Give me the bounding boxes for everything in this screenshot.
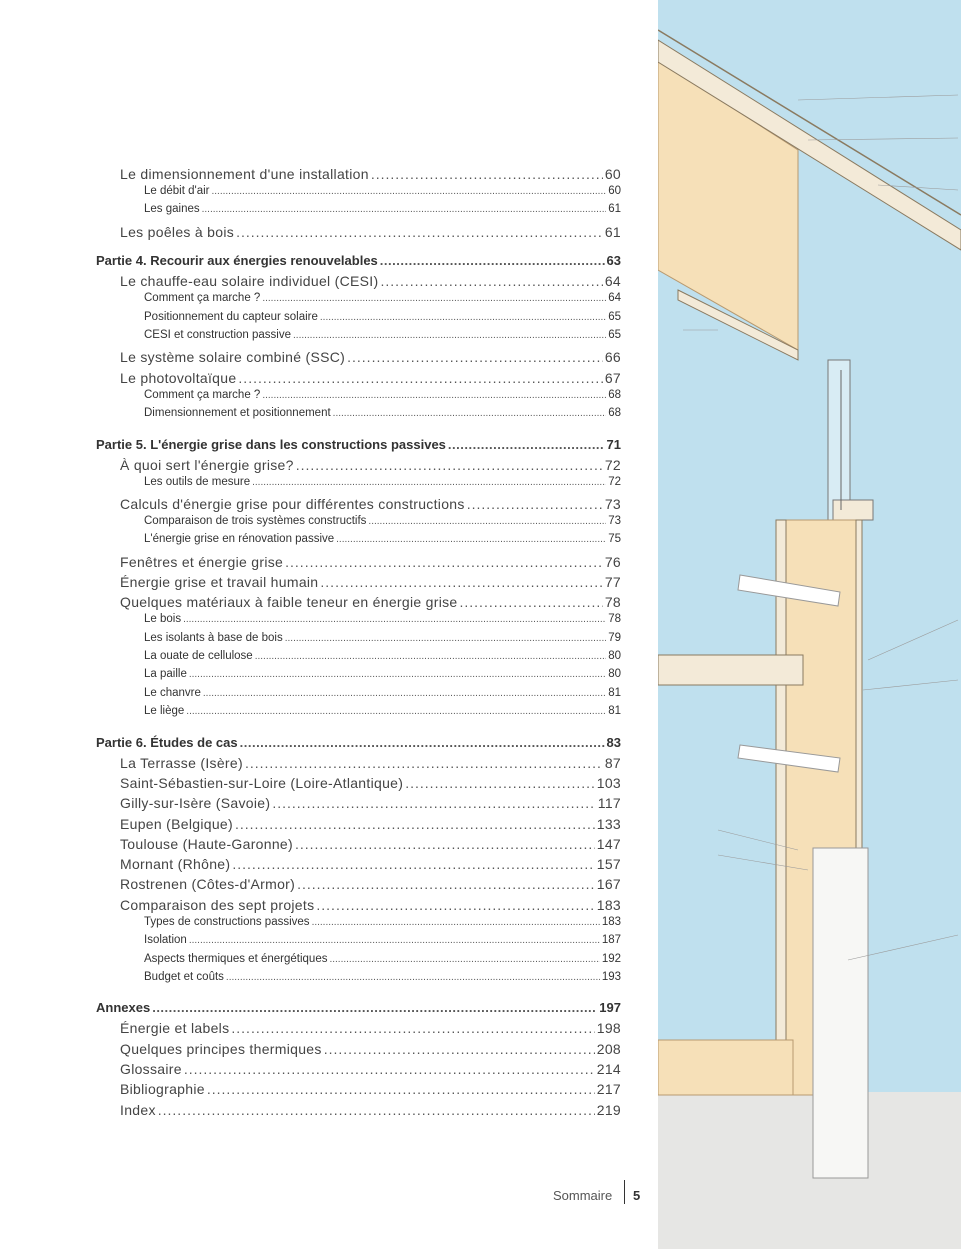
toc-entry-page: 75 [608, 533, 621, 546]
toc-entry-label: CESI et construction passive [144, 329, 292, 341]
toc-leader-dots [467, 496, 603, 512]
toc-leader-dots [297, 876, 595, 892]
toc-chapter-entry[interactable] [120, 816, 621, 832]
toc-entry-page: 81 [608, 686, 621, 699]
toc-leader-dots [236, 224, 603, 240]
toc-entry-label: La paille [144, 668, 187, 681]
toc-entry-label: Calculs d'énergie grise pour différentes constructions [120, 495, 465, 512]
toc-leader-dots [183, 614, 606, 625]
toc-entry-label: Le liège [144, 705, 185, 718]
wall-stud-inner [776, 520, 786, 1095]
toc-chapter-entry[interactable] [120, 457, 621, 473]
toc-entry-label: Le dimensionnement d'une installation [120, 166, 369, 182]
toc-entry-page: 193 [601, 970, 621, 983]
toc-entry-label: Gilly-sur-Isère (Savoie) [120, 795, 271, 812]
toc-entry-page: 167 [596, 876, 621, 893]
toc-leader-dots [293, 330, 606, 341]
toc-entry-page: 147 [596, 835, 621, 852]
toc-entry-page: 217 [596, 1081, 621, 1098]
toc-chapter-entry[interactable] [120, 273, 621, 289]
toc-leader-dots [329, 954, 599, 965]
toc-entry-page: 76 [604, 553, 621, 570]
toc-leader-dots [240, 735, 605, 750]
toc-entry-label: L'énergie grise en rénovation passive [144, 533, 335, 546]
toc-entry-page: 79 [608, 631, 621, 644]
toc-leader-dots [262, 293, 606, 304]
toc-entry-page: 72 [608, 475, 621, 488]
toc-entry-label: Budget et coûts [144, 970, 224, 983]
ground-area [658, 1092, 961, 1249]
wall-section-illustration [658, 0, 961, 1249]
toc-entry-label: Partie 4. Recourir aux énergies renouvelables [96, 253, 378, 269]
toc-entry-page: 78 [604, 594, 621, 611]
toc-entry-page: 61 [604, 223, 621, 240]
toc-chapter-entry[interactable] [120, 1020, 621, 1036]
toc-entry-page: 117 [597, 795, 621, 812]
toc-entry-page: 68 [608, 407, 621, 419]
toc-entry-label: Annexes [96, 1000, 151, 1016]
foundation-plinth [813, 848, 868, 1178]
toc-leader-dots [232, 856, 594, 872]
toc-leader-dots [333, 408, 607, 419]
toc-entry-page: 157 [596, 856, 621, 873]
toc-section-entry[interactable] [144, 650, 621, 662]
toc-leader-dots [320, 312, 606, 323]
toc-entry-label: Toulouse (Haute-Garonne) [120, 835, 293, 852]
toc-entry-label: Dimensionnement et positionnement [144, 407, 331, 419]
toc-leader-dots [252, 477, 606, 488]
toc-leader-dots [368, 516, 606, 527]
toc-entry-page: 72 [604, 456, 621, 473]
toc-leader-dots [226, 972, 600, 983]
toc-entry-page: 187 [601, 934, 621, 947]
toc-section-entry[interactable] [144, 687, 621, 699]
toc-entry-label: Les outils de mesure [144, 475, 251, 488]
toc-entry-label: Le débit d'air [144, 185, 210, 197]
toc-entry-page: 183 [601, 915, 621, 928]
toc-leader-dots [380, 273, 602, 289]
toc-leader-dots [186, 706, 606, 717]
toc-leader-dots [235, 816, 595, 832]
toc-part-heading[interactable] [96, 437, 621, 452]
toc-leader-dots [285, 633, 606, 644]
toc-chapter-entry[interactable] [120, 554, 621, 570]
toc-entry-page: 83 [606, 734, 621, 750]
toc-entry-page: 66 [604, 349, 621, 366]
toc-leader-dots [255, 651, 607, 662]
toc-entry-page: 60 [608, 185, 621, 197]
toc-entry-page: 64 [608, 292, 621, 305]
toc-leader-dots [312, 917, 600, 928]
toc-leader-dots [158, 1102, 595, 1118]
toc-section-entry[interactable] [144, 632, 621, 644]
toc-chapter-entry[interactable] [120, 349, 621, 365]
toc-chapter-entry[interactable] [120, 1102, 621, 1118]
toc-entry-page: 80 [608, 668, 621, 681]
toc-section-entry[interactable] [144, 515, 621, 527]
toc-entry-page: 60 [604, 166, 621, 182]
toc-leader-dots [347, 349, 603, 365]
toc-leader-dots [272, 795, 595, 811]
footer-section-label: Sommaire [553, 1188, 613, 1203]
toc-entry-page: 198 [596, 1020, 621, 1037]
toc-leader-dots [152, 1000, 597, 1015]
toc-leader-dots [324, 1041, 595, 1057]
toc-leader-dots [460, 594, 603, 610]
toc-entry-page: 65 [608, 310, 621, 323]
toc-leader-dots [316, 897, 594, 913]
toc-chapter-entry[interactable] [120, 1061, 621, 1077]
toc-entry-page: 80 [608, 649, 621, 662]
toc-entry-label: Aspects thermiques et énergétiques [144, 952, 328, 965]
toc-chapter-entry[interactable] [120, 775, 621, 791]
toc-entry-page: 214 [596, 1061, 621, 1077]
toc-entry-page: 78 [608, 613, 621, 626]
toc-entry-page: 73 [604, 495, 621, 512]
toc-entry-page: 65 [608, 329, 621, 341]
toc-entry-label: Index [120, 1101, 156, 1118]
floor-slab-insulation [658, 1040, 793, 1095]
toc-section-entry[interactable] [144, 953, 621, 965]
toc-chapter-entry[interactable] [120, 370, 621, 386]
toc-chapter-entry[interactable] [120, 897, 621, 913]
toc-leader-dots [231, 1020, 594, 1036]
toc-leader-dots [336, 534, 606, 545]
toc-entry-page: 103 [596, 774, 621, 791]
toc-entry-page: 64 [604, 273, 621, 290]
toc-leader-dots [296, 457, 603, 473]
toc-section-entry[interactable] [144, 934, 621, 946]
toc-chapter-entry[interactable] [120, 856, 621, 872]
toc-leader-dots [380, 253, 605, 268]
toc-entry-label: Partie 6. Études de cas [96, 734, 238, 750]
toc-entry-label: Les gaines [144, 203, 200, 216]
toc-section-entry[interactable] [144, 916, 621, 928]
toc-entry-page: 68 [608, 388, 621, 401]
toc-chapter-entry[interactable] [120, 574, 621, 590]
footer-page-number: 5 [633, 1188, 641, 1203]
toc-entry-label: Isolation [144, 934, 187, 947]
toc-leader-dots [202, 204, 607, 215]
toc-section-entry[interactable] [144, 389, 621, 401]
toc-entry-label: Énergie et labels [120, 1020, 230, 1037]
toc-leader-dots [203, 688, 606, 699]
toc-leader-dots [207, 1081, 595, 1097]
toc-entry-label: Les isolants à base de bois [144, 631, 283, 644]
toc-section-entry[interactable] [144, 476, 621, 488]
toc-chapter-entry[interactable] [120, 1081, 621, 1097]
toc-entry-page: 208 [596, 1040, 621, 1057]
toc-entry-label: Le chanvre [144, 686, 201, 699]
toc-chapter-entry[interactable] [120, 755, 621, 771]
toc-entry-label: Partie 5. L'énergie grise dans les constructions passives [96, 436, 446, 452]
toc-entry-label: Mornant (Rhône) [120, 856, 231, 873]
toc-entry-page: 197 [599, 1000, 621, 1016]
toc-entry-page: 71 [606, 436, 621, 452]
toc-leader-dots [189, 935, 600, 946]
toc-entry-page: 63 [606, 253, 621, 269]
toc-section-entry[interactable] [144, 292, 621, 304]
toc-entry-page: 192 [601, 952, 621, 965]
toc-entry-label: Les poêles à bois [120, 223, 235, 240]
toc-chapter-entry[interactable] [120, 795, 621, 811]
toc-entry-label: Comparaison de trois systèmes constructifs [144, 514, 367, 527]
toc-entry-label: Bibliographie [120, 1081, 205, 1098]
toc-section-entry[interactable] [144, 613, 621, 625]
toc-chapter-entry[interactable] [120, 166, 621, 182]
toc-chapter-entry[interactable] [120, 876, 621, 892]
toc-entry-page: 219 [596, 1101, 621, 1118]
toc-entry-label: Glossaire [120, 1061, 182, 1077]
toc-leader-dots [262, 390, 606, 401]
toc-entry-page: 87 [604, 754, 621, 771]
toc-section-entry[interactable] [144, 971, 621, 983]
toc-entry-label: Saint-Sébastien-sur-Loire (Loire-Atlantique) [120, 774, 404, 791]
toc-leader-dots [320, 574, 602, 590]
toc-section-entry[interactable] [144, 668, 621, 680]
toc-entry-label: Le système solaire combiné (SSC) [120, 349, 346, 366]
toc-entry-label: Eupen (Belgique) [120, 815, 233, 832]
toc-entry-page: 73 [608, 514, 621, 527]
toc-entry-page: 133 [596, 815, 621, 832]
toc-part-heading[interactable] [96, 1000, 621, 1015]
footer-divider [624, 1180, 625, 1204]
toc-entry-page: 67 [604, 369, 621, 386]
toc-chapter-entry[interactable] [120, 1041, 621, 1057]
toc-leader-dots [405, 775, 595, 791]
toc-entry-label: Positionnement du capteur solaire [144, 310, 318, 323]
toc-chapter-entry[interactable] [120, 594, 621, 610]
toc-entry-label: La ouate de cellulose [144, 649, 253, 662]
toc-entry-page: 183 [596, 896, 621, 913]
toc-leader-dots [295, 836, 595, 852]
toc-leader-dots [238, 370, 602, 386]
toc-entry-page: 77 [604, 573, 621, 590]
toc-section-entry[interactable] [144, 533, 621, 545]
toc-entry-label: Quelques principes thermiques [120, 1040, 322, 1057]
toc-leader-dots [448, 437, 605, 452]
toc-section-entry[interactable] [144, 705, 621, 717]
toc-entry-label: Comment ça marche ? [144, 292, 261, 305]
toc-entry-label: Le photovoltaïque [120, 369, 237, 386]
floor-joist [658, 655, 803, 685]
toc-chapter-entry[interactable] [120, 496, 621, 512]
toc-chapter-entry[interactable] [120, 224, 621, 240]
toc-chapter-entry[interactable] [120, 836, 621, 852]
toc-section-entry[interactable] [144, 185, 621, 197]
toc-entry-label: Le bois [144, 613, 182, 626]
toc-section-entry[interactable] [144, 311, 621, 323]
toc-entry-page: 61 [608, 203, 621, 216]
toc-entry-label: Fenêtres et énergie grise [120, 553, 284, 570]
toc-entry-label: Quelques matériaux à faible teneur en énergie grise [120, 594, 458, 611]
toc-entry-label: Comment ça marche ? [144, 388, 261, 401]
toc-leader-dots [212, 186, 607, 197]
toc-entry-label: Comparaison des sept projets [120, 896, 315, 913]
toc-leader-dots [184, 1061, 595, 1077]
toc-section-entry[interactable] [144, 407, 621, 419]
toc-leader-dots [189, 669, 606, 680]
toc-entry-label: Le chauffe-eau solaire individuel (CESI) [120, 273, 379, 290]
toc-entry-label: Types de constructions passives [144, 915, 310, 928]
toc-entry-label: Rostrenen (Côtes-d'Armor) [120, 876, 296, 893]
toc-section-entry[interactable] [144, 329, 621, 341]
toc-leader-dots [245, 755, 603, 771]
toc-part-heading[interactable] [96, 253, 621, 268]
toc-entry-label: La Terrasse (Isère) [120, 754, 243, 771]
toc-entry-page: 81 [608, 705, 621, 718]
toc-entry-label: Énergie grise et travail humain [120, 573, 319, 590]
toc-entry-label: À quoi sert l'énergie grise? [120, 456, 294, 473]
toc-leader-dots [285, 554, 603, 570]
toc-section-entry[interactable] [144, 203, 621, 215]
toc-part-heading[interactable] [96, 735, 621, 750]
toc-leader-dots [371, 166, 603, 182]
